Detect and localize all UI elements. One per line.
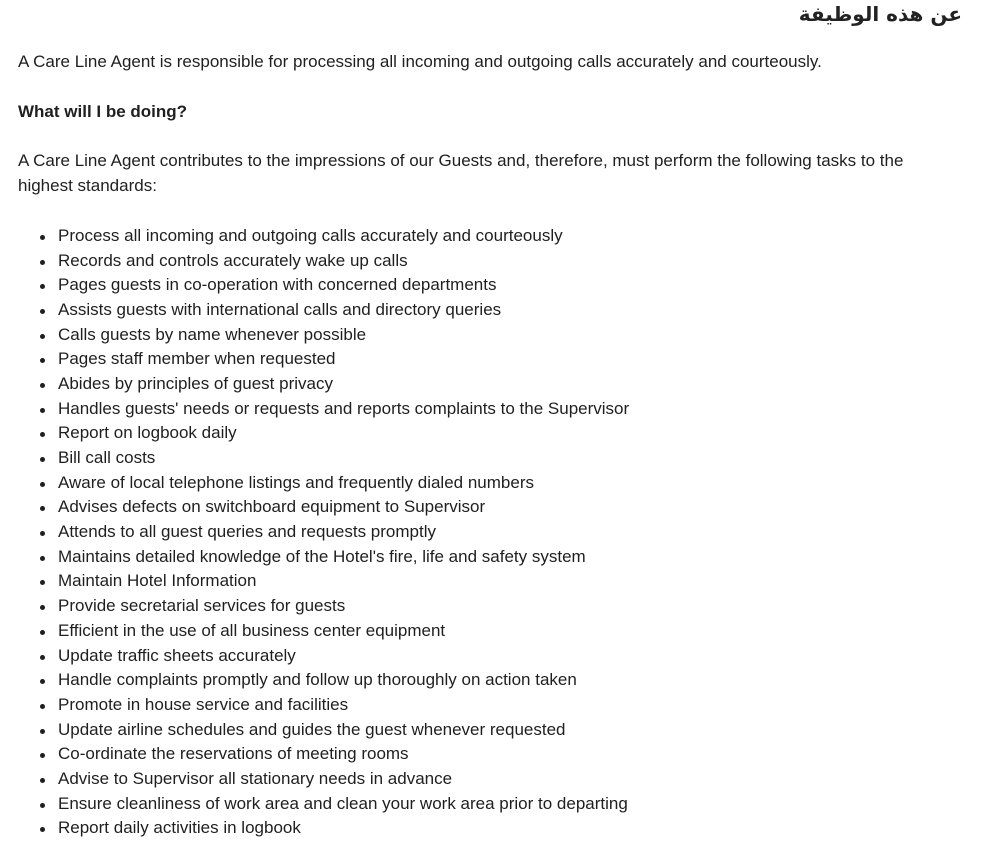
what-will-i-be-doing-heading: What will I be doing?	[18, 101, 188, 121]
task-text: Advises defects on switchboard equipment to Supervisor	[58, 497, 486, 517]
task-list-item	[18, 668, 958, 693]
task-text: Ensure cleanliness of work area and clean your work area prior to departing	[58, 793, 628, 813]
task-text: Report on logbook daily	[58, 423, 237, 443]
task-list-item	[18, 644, 958, 669]
task-text: Pages staff member when requested	[58, 349, 336, 369]
task-list-item	[18, 569, 958, 594]
task-list-item	[18, 767, 958, 792]
task-list-item	[18, 718, 958, 743]
task-text: Provide secretarial services for guests	[58, 596, 346, 616]
bullet-icon	[40, 506, 45, 511]
tasks-lead-paragraph: A Care Line Agent contributes to the impressions of our Guests and, therefore, must perform the following tasks to the highest standards:	[18, 151, 904, 196]
task-text: Maintain Hotel Information	[58, 571, 257, 591]
bullet-icon	[40, 630, 45, 635]
bullet-icon	[40, 803, 45, 808]
task-list-item	[18, 347, 958, 372]
bullet-icon	[40, 531, 45, 536]
bullet-icon	[40, 704, 45, 709]
task-text: Aware of local telephone listings and frequently dialed numbers	[58, 472, 534, 492]
bullet-icon	[40, 729, 45, 734]
task-list-item	[18, 273, 958, 298]
bullet-icon	[40, 827, 45, 832]
task-list-item	[18, 495, 958, 520]
task-list-item	[18, 298, 958, 323]
task-list-item	[18, 421, 958, 446]
intro-paragraph: A Care Line Agent is responsible for processing all incoming and outgoing calls accurately and courteously.	[18, 52, 822, 71]
task-list-item	[18, 594, 958, 619]
bullet-icon	[40, 260, 45, 265]
task-list-item	[18, 471, 958, 496]
task-text: Bill call costs	[58, 448, 156, 467]
bullet-icon	[40, 235, 45, 240]
task-list-item	[18, 792, 958, 817]
task-text: Calls guests by name whenever possible	[58, 324, 367, 344]
bullet-icon	[40, 408, 45, 413]
bullet-icon	[40, 655, 45, 660]
task-text: Efficient in the use of all business center equipment	[58, 620, 446, 640]
task-text: Co-ordinate the reservations of meeting rooms	[58, 744, 409, 764]
bullet-icon	[40, 482, 45, 487]
task-list-item	[18, 619, 958, 644]
task-list-item	[18, 446, 958, 471]
bullet-icon	[40, 309, 45, 314]
bullet-icon	[40, 334, 45, 339]
job-description-content	[18, 50, 958, 841]
bullet-icon	[40, 284, 45, 289]
task-list-item	[18, 816, 958, 841]
task-text: Update traffic sheets accurately	[58, 645, 296, 665]
task-list-item	[18, 224, 958, 249]
task-text: Process all incoming and outgoing calls accurately and courteously	[58, 225, 563, 245]
task-list-item	[18, 249, 958, 274]
bullet-icon	[40, 580, 45, 585]
task-text: Handle complaints promptly and follow up thoroughly on action taken	[58, 670, 577, 690]
bullet-icon	[40, 383, 45, 388]
task-list-item	[18, 323, 958, 348]
task-text: Report daily activities in logbook	[58, 818, 301, 838]
task-text: Maintains detailed knowledge of the Hotel's fire, life and safety system	[58, 546, 586, 566]
task-text: Attends to all guest queries and requests promptly	[58, 522, 436, 542]
task-list-item	[18, 742, 958, 767]
bullet-icon	[40, 358, 45, 363]
bullet-icon	[40, 457, 45, 462]
task-text: Assists guests with international calls and directory queries	[58, 299, 502, 319]
task-text: Promote in house service and facilities	[58, 694, 349, 714]
task-text: Advise to Supervisor all stationary needs in advance	[58, 768, 453, 788]
task-text: Update airline schedules and guides the guest whenever requested	[58, 719, 566, 739]
task-list-item	[18, 397, 958, 422]
bullet-icon	[40, 679, 45, 684]
bullet-icon	[40, 753, 45, 758]
task-text: Abides by principles of guest privacy	[58, 373, 333, 393]
task-text: Records and controls accurately wake up calls	[58, 250, 408, 270]
bullet-icon	[40, 432, 45, 437]
task-text: Pages guests in co-operation with concerned departments	[58, 275, 497, 295]
task-list-item	[18, 693, 958, 718]
task-text: Handles guests' needs or requests and reports complaints to the Supervisor	[58, 398, 630, 418]
bullet-icon	[40, 605, 45, 610]
task-list-item	[18, 545, 958, 570]
bullet-icon	[40, 778, 45, 783]
task-list-item	[18, 372, 958, 397]
task-list-item	[18, 520, 958, 545]
bullet-icon	[40, 556, 45, 561]
section-title: عن هذه الوظيفة	[798, 2, 962, 26]
task-list	[18, 224, 958, 841]
